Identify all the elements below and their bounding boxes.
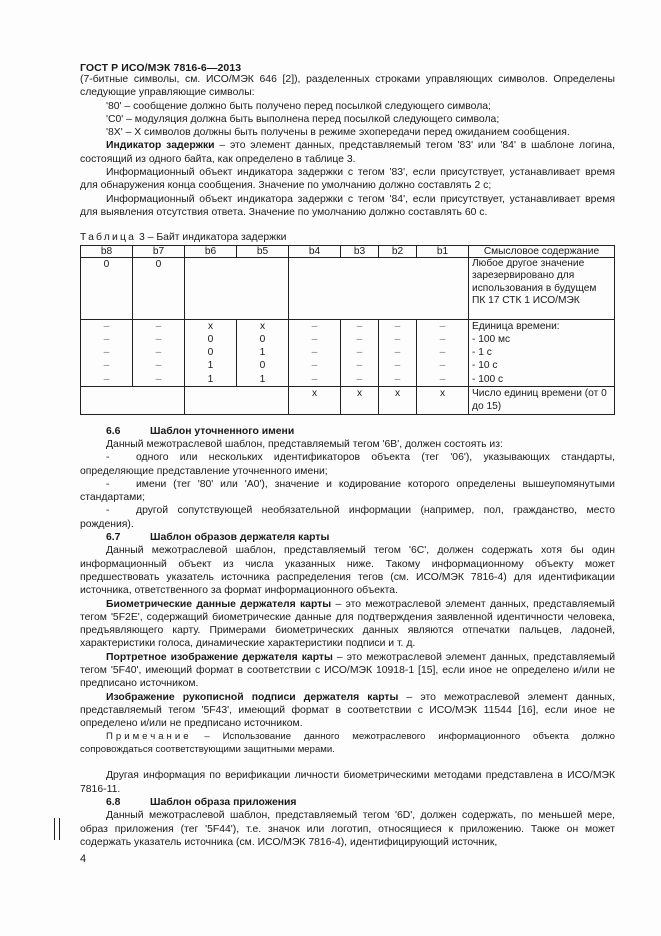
list-item-text: имени (тег '80' или 'A0'), значение и кодирование которого определены вышеупомянутыми стандартами; — [80, 478, 615, 504]
cell-b7: 0 — [133, 257, 185, 319]
section-title: Шаблон уточненного имени — [150, 425, 295, 437]
bit-value: – — [311, 320, 318, 332]
cell-empty — [185, 257, 289, 319]
bit-value: – — [155, 373, 162, 385]
header-b1: b1 — [417, 245, 469, 257]
note-paragraph — [80, 730, 615, 756]
signature-paragraph — [80, 691, 615, 731]
bit-value: – — [356, 373, 363, 385]
cell-meaning: Любое другое значение зарезервировано для использования в будущем ПК 17 СТК 1 ИСО/МЭК — [469, 257, 615, 319]
bit-value: – — [155, 320, 162, 332]
bit-value: – — [311, 347, 318, 359]
section-title: Шаблон образа приложения — [150, 797, 297, 809]
portrait-paragraph — [80, 651, 615, 691]
section-number: 6.6 — [106, 425, 121, 437]
signature-text: – это межотраслевой элемент данных, представляемый тегом '5F43', имеющий формат в соответствии с ИСО/МЭК 11544 [16], если иное не определено и/или не предписано источником. — [80, 691, 615, 730]
control-code-8x: '8X' – X символов должны быть получены в режиме эхопередачи перед ожиданием сообщения. — [106, 127, 570, 139]
section-6-8-heading — [80, 796, 615, 809]
cell-b8 — [81, 319, 133, 386]
bit-value: – — [394, 347, 401, 359]
cell-empty — [185, 387, 289, 415]
cell-b6 — [185, 319, 237, 386]
cell-b8: 0 — [81, 257, 133, 319]
bit-value: – — [103, 360, 110, 372]
section-number: 6.7 — [106, 532, 121, 544]
bit-value: – — [356, 347, 363, 359]
table-row-count — [81, 387, 615, 415]
section-6-6-heading — [80, 425, 615, 438]
signature-term: Изображение рукописной подписи держателя карты — [106, 691, 399, 703]
section-6-7-heading — [80, 531, 615, 544]
section-6-6-intro: Данный межотраслевой шаблон, представляемый тегом '6B', должен состоять из: — [106, 438, 503, 450]
header-b4: b4 — [289, 245, 341, 257]
cell-meaning — [469, 319, 615, 386]
cell-b3: x — [341, 387, 379, 415]
table-caption — [80, 231, 615, 244]
delay-indicator-table — [80, 245, 615, 415]
bit-value: – — [311, 360, 318, 372]
bit-value: – — [439, 333, 446, 345]
header-b3: b3 — [341, 245, 379, 257]
list-item-text: другой сопутствующей необязательной информации (например, пол, гражданство, место рождения). — [80, 505, 615, 530]
bit-value: x — [259, 320, 266, 332]
note-label: Примечание — [106, 731, 192, 743]
cell-meaning: Число единиц времени (от 0 до 15) — [469, 387, 615, 415]
bit-value: – — [439, 347, 446, 359]
table-caption-title: 3 – Байт индикатора задержки — [139, 232, 287, 244]
biometric-term: Биометрические данные держателя карты — [106, 598, 332, 610]
portrait-term: Портретное изображение держателя карты — [106, 651, 333, 663]
bullet-mark: - — [106, 478, 110, 490]
intro-paragraph: (7-битные символы, см. ИСО/МЭК 646 [2]), разделенных строками управляющих символов. Определены следующие управляющие символы: — [80, 74, 615, 99]
cell-b4: x — [289, 387, 341, 415]
bit-value: – — [155, 360, 162, 372]
other-info-paragraph: Другая информация по верификации личности биометрическими методами представлена в ИСО/МЭК 7816-11. — [80, 770, 615, 795]
header-b5: b5 — [237, 245, 289, 257]
list-item — [80, 478, 615, 505]
portrait-text: – это межотраслевой элемент данных, представляемый тегом '5F40', имеющий формат в соответствии с ИСО/МЭК 10918-1 [15], если иное не определено и/или не предписано источником. — [80, 651, 615, 690]
bit-value: 1 — [207, 360, 214, 372]
cell-b2: x — [379, 387, 417, 415]
table-header-row — [81, 245, 615, 257]
table-row-time-units — [81, 319, 615, 386]
meaning-line: - 1 с — [472, 347, 492, 359]
section-6-7-intro: Данный межотраслевой шаблон, представляемый тегом '6C', должен содержать хотя бы один информационный объект из числа указанных ниже. Такому информационному объекту может предшествовать указатель источника распределения тегов (см. ИСО/МЭК 7816-4) для идентификации источника, ответственного за формат информационного объекта. — [80, 545, 615, 597]
control-code-80: '80' – сообщение должно быть получено перед посылкой следующего символа; — [106, 100, 491, 112]
bit-value: 0 — [207, 333, 214, 345]
meaning-line: - 100 с — [472, 373, 504, 385]
meaning-line: Единица времени: — [472, 320, 560, 332]
bit-value: – — [394, 360, 401, 372]
cell-empty — [81, 387, 185, 415]
bit-value: 0 — [207, 347, 214, 359]
bit-value: – — [155, 347, 162, 359]
cell-b5 — [237, 319, 289, 386]
meaning-line: - 10 с — [472, 360, 498, 372]
bit-value: – — [311, 333, 318, 345]
document-body — [80, 73, 615, 849]
bit-value: – — [103, 333, 110, 345]
bit-value: – — [311, 373, 318, 385]
bit-value: – — [103, 320, 110, 332]
bit-value: – — [439, 373, 446, 385]
info-83-paragraph: Информационный объект индикатора задержки с тегом '83', если присутствует, устанавливает время для обнаружения конца сообщения. Значение по умолчанию должно составлять 2 с; — [80, 167, 615, 192]
table-row-reserved — [81, 257, 615, 319]
bit-value: 1 — [259, 347, 266, 359]
cell-b3 — [341, 319, 379, 386]
bit-value: x — [207, 320, 214, 332]
bit-value: – — [394, 320, 401, 332]
bullet-mark: - — [106, 505, 110, 517]
list-item — [80, 451, 615, 478]
bit-value: – — [155, 333, 162, 345]
section-6-8-intro: Данный межотраслевой шаблон, представляемый тегом '6D', должен содержать, по меньшей мере, образ приложения (тег '5F44'), т.е. значок или логотип, относящиеся к приложению. Также он может содержать указатель источника (см. ИСО/МЭК 7816-4), идентифицирующий источник, — [80, 810, 615, 848]
meaning-line: - 100 мс — [472, 333, 511, 345]
biometric-paragraph — [80, 598, 615, 651]
list-item — [80, 504, 615, 531]
bit-value: 1 — [259, 373, 266, 385]
bullet-mark: - — [106, 452, 110, 464]
change-bar-marker — [54, 818, 62, 840]
header-meaning: Смысловое содержание — [469, 245, 615, 257]
bit-value: – — [356, 333, 363, 345]
section-number: 6.8 — [106, 797, 121, 809]
delay-indicator-text: – это элемент данных, представляемый тегом '83' или '84' в шаблоне логина, состоящий из одного байта, как определено в таблице 3. — [80, 140, 615, 165]
cell-empty — [289, 257, 469, 319]
delay-indicator-paragraph — [80, 139, 615, 166]
control-code-c0: 'C0' – модуляция должна быть выполнена перед посылкой следующего символа; — [106, 113, 500, 125]
bit-value: – — [394, 373, 401, 385]
info-84-paragraph: Информационный объект индикатора задержки с тегом '84', если присутствует, устанавливает время для выявления отсутствия ответа. Значение по умолчанию должно составлять 60 с. — [80, 193, 615, 218]
page-number: 4 — [80, 853, 87, 865]
bit-value: – — [103, 373, 110, 385]
biometric-text: – это межотраслевой элемент данных, представляемый тегом '5F2E', содержащий биометрические данные для подтверждения заявленной идентичности человека, предъявляющего карту. Примерами биометрических данных являются отпечатки пальцев, ладоней, характеристики голоса, динамические характеристики подписи и т. д. — [80, 598, 615, 650]
standard-header: ГОСТ Р ИСО/МЭК 7816-6—2013 — [80, 62, 242, 74]
note-text: – Использование данного межотраслевого информационного объекта должно сопровождаться соответствующими защитными мерами. — [80, 731, 615, 756]
bit-value: – — [394, 333, 401, 345]
header-b7: b7 — [133, 245, 185, 257]
header-b8: b8 — [81, 245, 133, 257]
table-caption-label: Таблица — [80, 232, 137, 244]
cell-b2 — [379, 319, 417, 386]
bit-value: 0 — [259, 360, 266, 372]
header-b2: b2 — [379, 245, 417, 257]
bit-value: – — [439, 360, 446, 372]
delay-indicator-term: Индикатор задержки — [106, 140, 215, 152]
bit-value: – — [356, 360, 363, 372]
bit-value: 0 — [259, 333, 266, 345]
bit-value: 1 — [207, 373, 214, 385]
cell-b1 — [417, 319, 469, 386]
cell-b1: x — [417, 387, 469, 415]
bit-value: – — [439, 320, 446, 332]
bit-value: – — [103, 347, 110, 359]
cell-b4 — [289, 319, 341, 386]
list-item-text: одного или нескольких идентификаторов объекта (тег '06'), указывающих стандарты, определяющие представление уточненного имени; — [80, 452, 615, 477]
cell-b7 — [133, 319, 185, 386]
header-b6: b6 — [185, 245, 237, 257]
section-title: Шаблон образов держателя карты — [150, 532, 330, 544]
bit-value: – — [356, 320, 363, 332]
